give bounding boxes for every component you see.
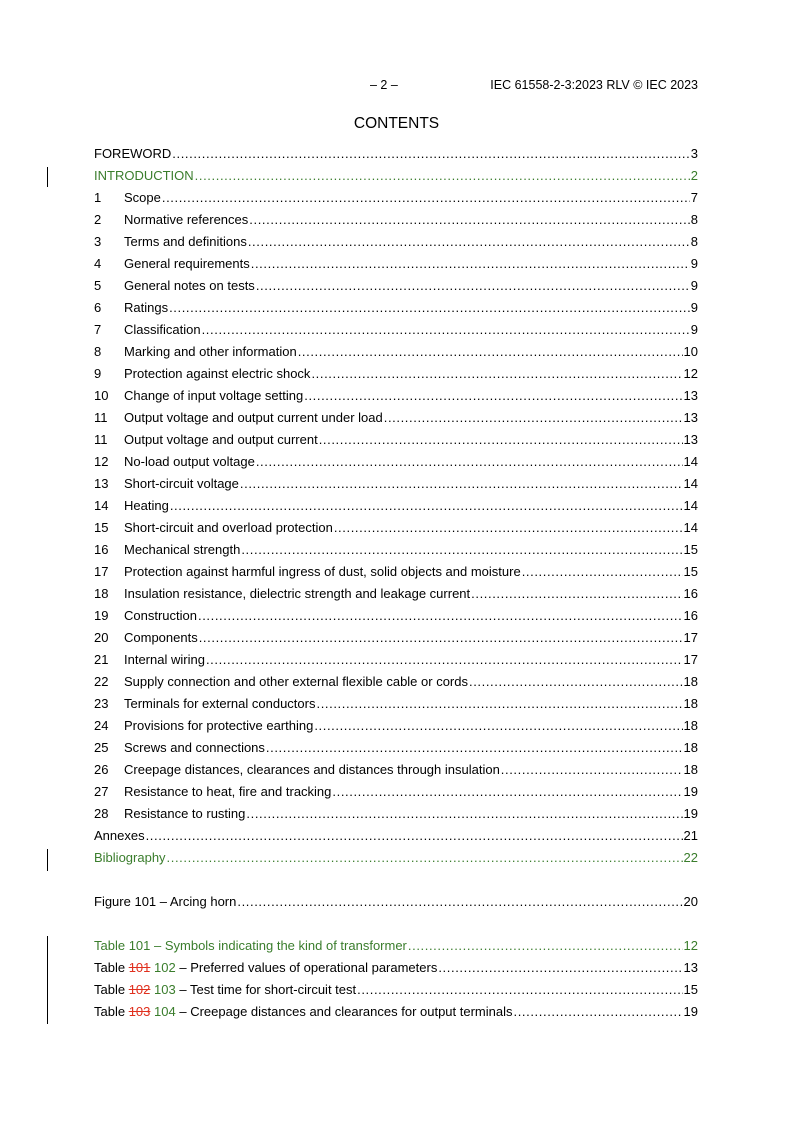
clause-number: 23 xyxy=(94,696,109,711)
dot-leader xyxy=(357,981,682,999)
clause-number: 7 xyxy=(94,322,102,337)
toc-entry-page: 14 xyxy=(683,454,698,469)
toc-entry-page: 19 xyxy=(683,784,698,799)
toc-entry-clause[interactable] xyxy=(94,277,698,299)
toc-entry-page: 14 xyxy=(683,520,698,535)
dot-leader xyxy=(298,343,683,361)
toc-entry-title: Protection against harmful ingress of dust, solid objects and moisture xyxy=(124,564,521,579)
dot-leader xyxy=(314,717,682,735)
contents-heading: CONTENTS xyxy=(353,115,440,132)
toc-entry-clause[interactable] xyxy=(94,717,698,739)
clause-number: 15 xyxy=(94,520,109,535)
dot-leader xyxy=(246,805,682,823)
toc-entry-clause[interactable] xyxy=(94,431,698,453)
change-bar xyxy=(47,849,48,871)
clause-number: 14 xyxy=(94,498,109,513)
toc-entry-table-101[interactable] xyxy=(94,937,698,959)
toc-entry-page: 19 xyxy=(683,1004,698,1019)
clause-number: 21 xyxy=(94,652,109,667)
toc-entry-title: Change of input voltage setting xyxy=(124,388,304,403)
dot-leader xyxy=(438,959,682,977)
toc-entry-page: 16 xyxy=(683,586,698,601)
dot-leader xyxy=(251,255,690,273)
clause-number: 17 xyxy=(94,564,109,579)
dot-leader xyxy=(316,695,682,713)
toc-entry-clause[interactable] xyxy=(94,673,698,695)
dot-leader xyxy=(332,783,682,801)
toc-entry-page: 13 xyxy=(683,960,698,975)
toc-entry-clause[interactable] xyxy=(94,387,698,409)
toc-entry-page: 16 xyxy=(683,608,698,623)
table-prefix: Table xyxy=(94,1004,126,1019)
clause-number: 18 xyxy=(94,586,109,601)
toc-entry-foreword[interactable] xyxy=(94,145,698,167)
toc-entry-page: 18 xyxy=(683,762,698,777)
clause-number: 28 xyxy=(94,806,109,821)
dot-leader xyxy=(202,321,690,339)
dot-leader xyxy=(195,167,690,185)
toc-entry-introduction[interactable] xyxy=(94,167,698,189)
section-gap xyxy=(94,871,698,893)
dot-leader xyxy=(384,409,683,427)
toc-entry-title: Normative references xyxy=(124,212,249,227)
toc-entry-title: General notes on tests xyxy=(124,278,255,293)
toc-entry-title xyxy=(94,981,356,999)
toc-entry-page: 18 xyxy=(683,696,698,711)
toc-entry-page: 20 xyxy=(683,894,698,909)
toc-entry-title xyxy=(94,959,437,977)
dot-leader xyxy=(248,233,690,251)
section-gap xyxy=(94,915,698,937)
dot-leader xyxy=(471,585,682,603)
toc-entry-clause[interactable] xyxy=(94,343,698,365)
toc-entry-bibliography[interactable] xyxy=(94,849,698,871)
dot-leader xyxy=(522,563,683,581)
table-caption: – Preferred values of operational parameters xyxy=(179,960,438,975)
toc-entry-clause[interactable] xyxy=(94,189,698,211)
clause-number: 24 xyxy=(94,718,109,733)
toc-entry-title: Construction xyxy=(124,608,197,623)
toc-entry-clause[interactable] xyxy=(94,695,698,717)
toc-entry-title: Annexes xyxy=(94,828,145,843)
dot-leader xyxy=(146,827,683,845)
toc-entry-clause[interactable] xyxy=(94,629,698,651)
dot-leader xyxy=(501,761,683,779)
dot-leader xyxy=(311,365,682,383)
toc-entry-page: 19 xyxy=(683,806,698,821)
table-of-contents xyxy=(94,145,698,1025)
page-header xyxy=(370,77,698,93)
dot-leader xyxy=(167,849,683,867)
deleted-number: 103 xyxy=(128,1004,151,1019)
change-bar xyxy=(47,167,48,187)
toc-entry-page: 12 xyxy=(683,366,698,381)
clause-number: 6 xyxy=(94,300,102,315)
toc-entry-title xyxy=(94,1003,513,1021)
toc-entry-clause[interactable] xyxy=(94,453,698,475)
clause-number: 13 xyxy=(94,476,109,491)
deleted-number: 102 xyxy=(128,982,151,997)
table-prefix: Table xyxy=(94,982,126,997)
toc-entry-page: 8 xyxy=(690,234,698,249)
dot-leader xyxy=(319,431,683,449)
dot-leader xyxy=(172,145,689,163)
toc-entry-page: 9 xyxy=(690,278,698,293)
toc-entry-page: 9 xyxy=(690,256,698,271)
dot-leader xyxy=(206,651,683,669)
dot-leader xyxy=(334,519,683,537)
toc-entry-clause[interactable] xyxy=(94,321,698,343)
toc-entry-title: Supply connection and other external flexible cable or cords xyxy=(124,674,468,689)
clause-number: 10 xyxy=(94,388,109,403)
toc-entry-clause[interactable] xyxy=(94,607,698,629)
dot-leader xyxy=(408,937,683,955)
toc-entry-page: 15 xyxy=(683,542,698,557)
dot-leader xyxy=(240,475,683,493)
toc-entry-page: 13 xyxy=(683,410,698,425)
toc-entry-page: 22 xyxy=(683,850,698,865)
change-bar xyxy=(47,936,48,1024)
toc-entry-clause[interactable] xyxy=(94,519,698,541)
toc-entry-clause[interactable] xyxy=(94,255,698,277)
toc-entry-title: Resistance to rusting xyxy=(124,806,246,821)
toc-entry-title: Short-circuit voltage xyxy=(124,476,239,491)
toc-entry-clause[interactable] xyxy=(94,497,698,519)
inserted-number: 102 xyxy=(154,960,176,975)
dot-leader xyxy=(256,277,690,295)
toc-entry-table-103[interactable] xyxy=(94,981,698,1003)
dot-leader xyxy=(169,299,690,317)
dot-leader xyxy=(266,739,683,757)
toc-entry-clause[interactable] xyxy=(94,541,698,563)
toc-entry-title: FOREWORD xyxy=(94,146,172,161)
toc-entry-title: No-load output voltage xyxy=(124,454,255,469)
toc-entry-title: Figure 101 – Arcing horn xyxy=(94,894,237,909)
toc-entry-table-104[interactable] xyxy=(94,1003,698,1025)
dot-leader xyxy=(162,189,690,207)
dot-leader xyxy=(514,1003,683,1021)
toc-entry-title: Internal wiring xyxy=(124,652,205,667)
table-caption: – Test time for short-circuit test xyxy=(179,982,357,997)
toc-entry-title: Output voltage and output current xyxy=(124,432,318,447)
toc-entry-title: Terminals for external conductors xyxy=(124,696,316,711)
clause-number: 22 xyxy=(94,674,109,689)
clause-number: 3 xyxy=(94,234,102,249)
clause-number: 26 xyxy=(94,762,109,777)
toc-entry-clause[interactable] xyxy=(94,585,698,607)
clause-number: 8 xyxy=(94,344,102,359)
deleted-number: 101 xyxy=(128,960,151,975)
clause-number: 11 xyxy=(94,432,108,447)
toc-entry-page: 14 xyxy=(683,476,698,491)
clause-number: 1 xyxy=(94,190,102,205)
toc-entry-clause[interactable] xyxy=(94,563,698,585)
toc-entry-page: 15 xyxy=(683,564,698,579)
toc-entry-page: 21 xyxy=(683,828,698,843)
toc-entry-page: 10 xyxy=(683,344,698,359)
dot-leader xyxy=(469,673,683,691)
toc-entry-title: Table 101 – Symbols indicating the kind of transformer xyxy=(94,938,407,953)
clause-list xyxy=(94,189,698,827)
toc-entry-page: 13 xyxy=(683,388,698,403)
toc-entry-page: 17 xyxy=(683,652,698,667)
toc-entry-title: Protection against electric shock xyxy=(124,366,311,381)
toc-entry-page: 18 xyxy=(683,674,698,689)
toc-entry-clause[interactable] xyxy=(94,783,698,805)
toc-entry-title: Screws and connections xyxy=(124,740,265,755)
clause-number: 11 xyxy=(94,410,108,425)
toc-entry-title: Provisions for protective earthing xyxy=(124,718,314,733)
toc-entry-title: General requirements xyxy=(124,256,250,271)
toc-entry-title: Classification xyxy=(124,322,201,337)
toc-entry-page: 18 xyxy=(683,740,698,755)
toc-entry-clause[interactable] xyxy=(94,365,698,387)
clause-number: 5 xyxy=(94,278,102,293)
dot-leader xyxy=(199,629,683,647)
toc-entry-title: Scope xyxy=(124,190,161,205)
toc-entry-page: 17 xyxy=(683,630,698,645)
toc-entry-title: Marking and other information xyxy=(124,344,297,359)
clause-number: 16 xyxy=(94,542,109,557)
toc-entry-title: Mechanical strength xyxy=(124,542,241,557)
toc-entry-clause[interactable] xyxy=(94,805,698,827)
clause-number: 12 xyxy=(94,454,109,469)
toc-entry-title: Short-circuit and overload protection xyxy=(124,520,333,535)
dot-leader xyxy=(198,607,683,625)
clause-number: 27 xyxy=(94,784,109,799)
toc-entry-page: 9 xyxy=(690,322,698,337)
toc-entry-page: 8 xyxy=(690,212,698,227)
table-prefix: Table xyxy=(94,960,126,975)
inserted-number: 103 xyxy=(154,982,176,997)
toc-entry-clause[interactable] xyxy=(94,651,698,673)
toc-entry-title: Heating xyxy=(124,498,169,513)
toc-entry-clause[interactable] xyxy=(94,475,698,497)
dot-leader xyxy=(256,453,683,471)
dot-leader xyxy=(241,541,682,559)
toc-entry-title: Components xyxy=(124,630,198,645)
toc-entry-page: 12 xyxy=(683,938,698,953)
toc-entry-annexes[interactable] xyxy=(94,827,698,849)
toc-entry-clause[interactable] xyxy=(94,299,698,321)
toc-entry-clause[interactable] xyxy=(94,233,698,255)
clause-number: 4 xyxy=(94,256,102,271)
clause-number: 9 xyxy=(94,366,102,381)
dot-leader xyxy=(304,387,682,405)
toc-entry-page: 2 xyxy=(690,168,698,183)
inserted-number: 104 xyxy=(154,1004,176,1019)
dot-leader xyxy=(170,497,683,515)
toc-entry-clause[interactable] xyxy=(94,409,698,431)
toc-entry-title: INTRODUCTION xyxy=(94,168,194,183)
toc-entry-clause[interactable] xyxy=(94,739,698,761)
toc-entry-page: 18 xyxy=(683,718,698,733)
page-number-label: – 2 – xyxy=(370,78,398,92)
toc-entry-page: 7 xyxy=(690,190,698,205)
toc-entry-title: Creepage distances, clearances and distances through insulation xyxy=(124,762,500,777)
toc-entry-clause[interactable] xyxy=(94,761,698,783)
toc-entry-page: 14 xyxy=(683,498,698,513)
toc-entry-page: 13 xyxy=(683,432,698,447)
toc-entry-title: Insulation resistance, dielectric strength and leakage current xyxy=(124,586,471,601)
toc-entry-title: Bibliography xyxy=(94,850,166,865)
clause-number: 25 xyxy=(94,740,109,755)
clause-number: 19 xyxy=(94,608,109,623)
toc-entry-table-102[interactable] xyxy=(94,959,698,981)
dot-leader xyxy=(249,211,689,229)
toc-entry-title: Resistance to heat, fire and tracking xyxy=(124,784,332,799)
toc-entry-clause[interactable] xyxy=(94,211,698,233)
toc-entry-page: 15 xyxy=(683,982,698,997)
clause-number: 2 xyxy=(94,212,102,227)
table-caption: – Creepage distances and clearances for output terminals xyxy=(179,1004,513,1019)
clause-number: 20 xyxy=(94,630,109,645)
dot-leader xyxy=(237,893,682,911)
toc-entry-title: Output voltage and output current under load xyxy=(124,410,383,425)
toc-entry-figure[interactable] xyxy=(94,893,698,915)
document-id: IEC 61558-2-3:2023 RLV © IEC 2023 xyxy=(490,78,698,92)
toc-entry-title: Ratings xyxy=(124,300,169,315)
toc-entry-page: 3 xyxy=(690,146,698,161)
toc-entry-title: Terms and definitions xyxy=(124,234,247,249)
toc-entry-page: 9 xyxy=(690,300,698,315)
